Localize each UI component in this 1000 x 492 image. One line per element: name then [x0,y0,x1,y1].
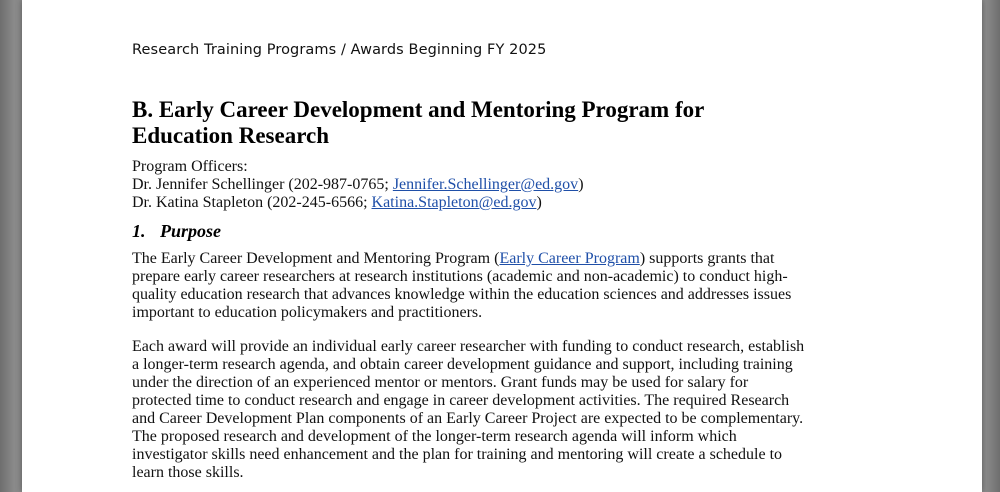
officers-label: Program Officers: [132,158,248,175]
officer-close-paren: ) [536,194,542,211]
officer-line [132,194,584,212]
document-page [22,0,982,492]
text-run: The Early Career Development and Mentoring Program ( [132,250,500,267]
officer-line [132,176,584,194]
early-career-program-link[interactable]: Early Career Program [499,250,640,267]
paragraph-line: The proposed research and development of the longer-term research agenda will inform which [132,428,737,445]
officer-name-phone: Dr. Jennifer Schellinger (202-987-0765; [132,176,393,193]
paragraph-line: and Career Development Plan components of an Early Career Project are expected to be complementary. [132,410,804,427]
paragraph-line: prepare early career researchers at research institutions (academic and non-academic) to conduct high- [132,268,788,285]
purpose-paragraph-1 [132,250,867,322]
officer-name-phone: Dr. Katina Stapleton (202-245-6566; [132,194,372,211]
paragraph-line: protected time to conduct research and engage in career development activities. The required Research [132,392,790,409]
purpose-paragraph-2 [132,338,867,482]
paragraph-line: Each award will provide an individual early career researcher with funding to conduct research, establish [132,338,805,355]
section-title [132,97,852,149]
section-title-line1: B. Early Career Development and Mentoring Program for [132,97,705,122]
purpose-heading [132,221,221,242]
section-title-line2: Education Research [132,123,329,148]
paragraph-line: a longer-term research agenda, and obtain career development guidance and support, including training [132,356,793,373]
officer-email-link[interactable]: Jennifer.Schellinger@ed.gov [392,176,579,193]
paragraph-line: quality education research that advances knowledge within the education sciences and addresses issues [132,286,792,303]
officer-email-link[interactable]: Katina.Stapleton@ed.gov [371,194,537,211]
paragraph-line: investigator skills need enhancement and the plan for training and mentoring will create a schedule to [132,446,783,463]
purpose-heading-text: Purpose [160,221,222,241]
running-header: Research Training Programs / Awards Beginning FY 2025 [132,42,547,58]
paragraph-line: important to education policymakers and practitioners. [132,304,483,321]
paragraph-line: learn those skills. [132,464,244,481]
officer-close-paren: ) [578,176,584,193]
purpose-number: 1. [132,221,146,241]
program-officers [132,158,584,212]
paragraph-line: under the direction of an experienced mentor or mentors. Grant funds may be used for salary for [132,374,749,391]
paragraph-line [132,250,867,268]
text-run: ) supports grants that [639,250,775,267]
